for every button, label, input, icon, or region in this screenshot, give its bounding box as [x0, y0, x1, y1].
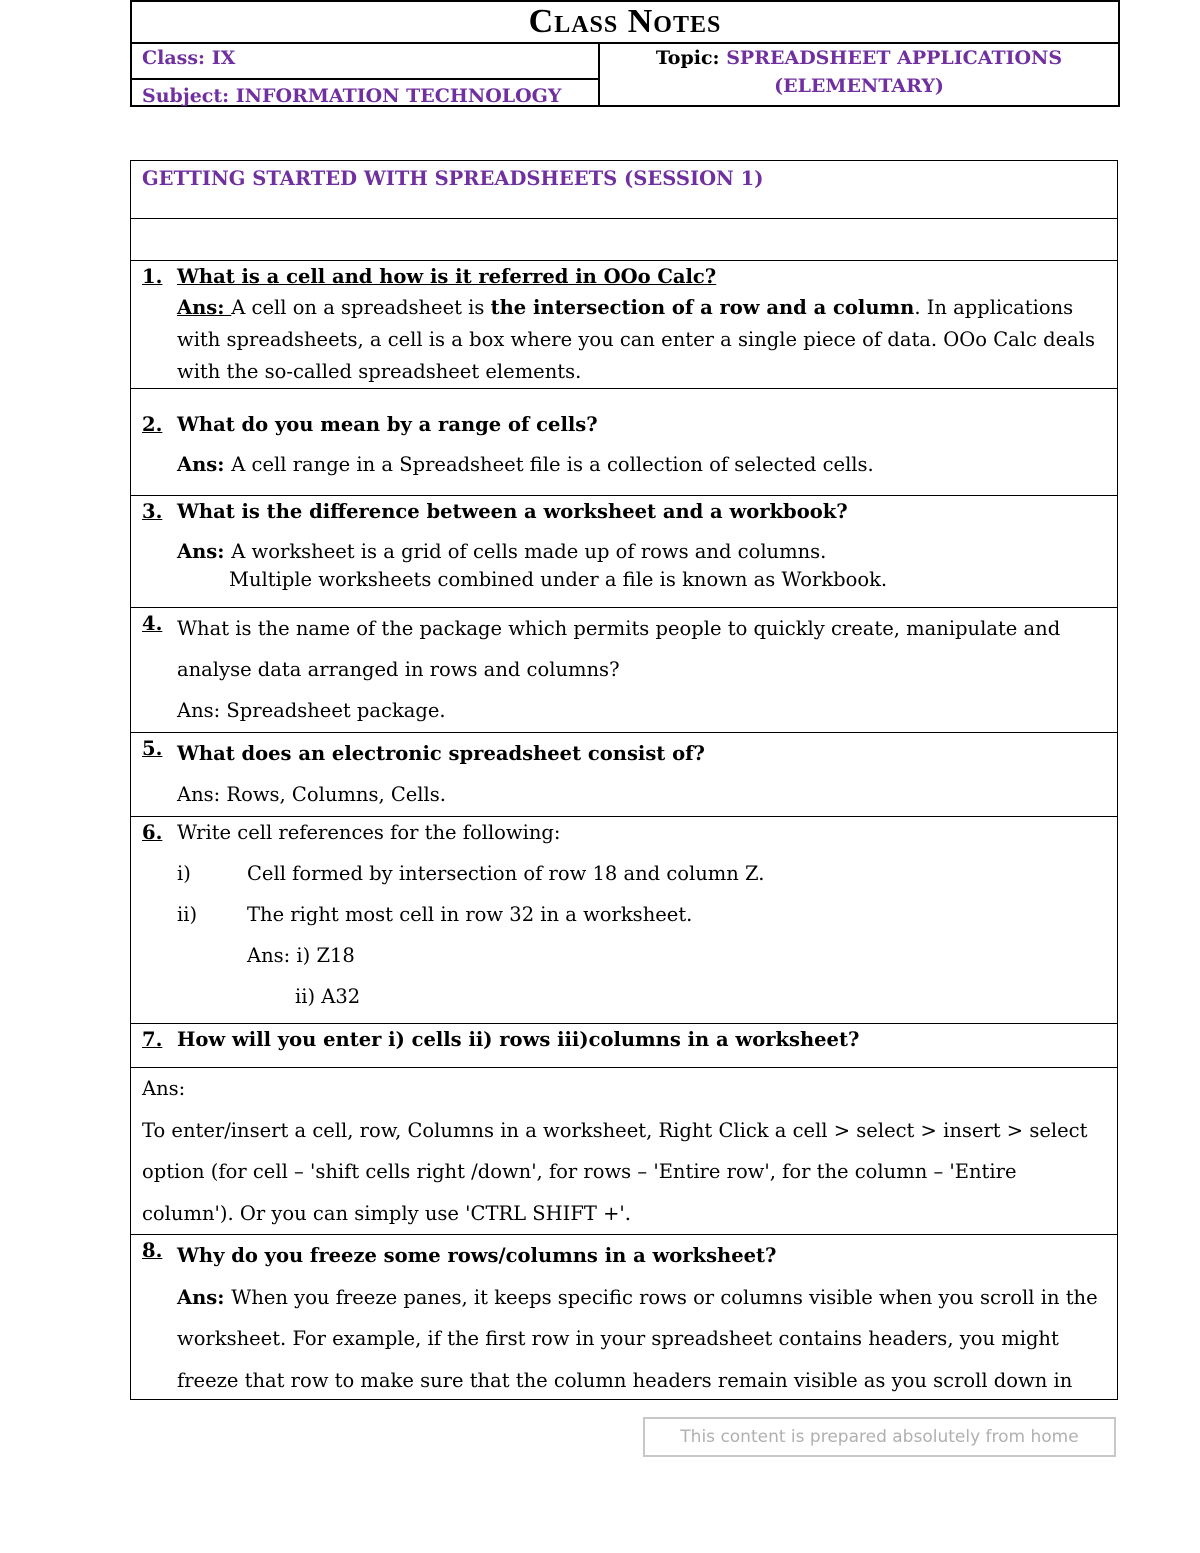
question-number: 5.	[142, 737, 163, 760]
answer-text: column'). Or you can simply use 'CTRL SHIFT +'.	[142, 1201, 631, 1225]
subject-value: INFORMATION TECHNOLOGY	[235, 85, 562, 107]
answer-line	[177, 1277, 1107, 1319]
question-text: What do you mean by a range of cells?	[177, 413, 598, 436]
question-row-3	[131, 495, 1117, 608]
subject-field	[132, 80, 600, 107]
class-field	[132, 42, 600, 80]
empty-row	[131, 218, 1117, 261]
answer-text: To enter/insert a cell, row, Columns in a worksheet, Right Click a cell > select > insert > select	[142, 1118, 1088, 1142]
answer-emphasis: the intersection of a row and a column	[490, 296, 915, 319]
question-number: 8.	[142, 1239, 163, 1262]
answer-text: with the so-called spreadsheet elements.	[177, 360, 582, 383]
answer-label: Ans:	[177, 1285, 232, 1309]
sub-item-label: i)	[177, 862, 191, 885]
question-number: 4.	[142, 612, 163, 635]
answer-text: A cell range in a Spreadsheet file is a collection of selected cells.	[231, 453, 874, 476]
section-title-row	[131, 160, 1117, 219]
answer-text: . In applications	[914, 296, 1074, 319]
question-text: What is the difference between a worksheet and a workbook?	[177, 500, 848, 523]
question-row-5	[131, 732, 1117, 817]
class-value: IX	[211, 47, 236, 69]
answer-label: Ans:	[142, 1077, 186, 1100]
question-text: Why do you freeze some rows/columns in a worksheet?	[177, 1244, 777, 1267]
question-row-6	[131, 816, 1117, 1024]
question-row-1	[131, 260, 1117, 389]
question-number: 7.	[142, 1028, 163, 1051]
question-line: analyse data arranged in rows and columns?	[177, 658, 620, 681]
footer-note: This content is prepared absolutely from home	[643, 1417, 1116, 1457]
topic-value-line2: (ELEMENTARY)	[774, 75, 944, 97]
question-text: What is a cell and how is it referred in OOo Calc?	[177, 265, 717, 288]
page-title: Class Notes	[132, 2, 1118, 44]
topic-label: Topic:	[655, 47, 727, 69]
topic-value-line1: SPREADSHEET APPLICATIONS	[726, 47, 1063, 69]
answer-text: Ans: Spreadsheet package.	[177, 699, 446, 722]
question-text: How will you enter i) cells ii) rows iii)columns in a worksheet?	[177, 1028, 860, 1051]
answer-block	[142, 1068, 1107, 1234]
answer-text: Multiple worksheets combined under a file is known as Workbook.	[229, 568, 888, 591]
topic-field	[600, 42, 1118, 105]
sub-item-text: The right most cell in row 32 in a worksheet.	[247, 903, 693, 926]
question-row-8	[131, 1234, 1117, 1400]
question-number: 6.	[142, 821, 163, 844]
subject-label: Subject:	[142, 85, 236, 107]
section-title: GETTING STARTED WITH SPREADSHEETS (SESSION 1)	[142, 167, 764, 190]
question-block	[177, 1235, 1107, 1401]
sub-item-text: Cell formed by intersection of row 18 and column Z.	[247, 862, 765, 885]
answer-text: worksheet. For example, if the first row in your spreadsheet contains headers, you might	[177, 1327, 1059, 1350]
sub-item-label: ii)	[177, 903, 198, 926]
question-number: 3.	[142, 500, 163, 523]
question-text: Write cell references for the following:	[177, 821, 561, 844]
answer-block	[177, 538, 1103, 594]
answer-label: Ans:	[177, 540, 232, 563]
answer-text: Ans: Rows, Columns, Cells.	[177, 783, 446, 806]
question-block	[177, 733, 1107, 815]
answer-text: ii) A32	[295, 985, 361, 1008]
notes-table	[130, 160, 1118, 1400]
question-row-2	[131, 388, 1117, 496]
answer-label: Ans:	[177, 453, 232, 476]
answer-text: A worksheet is a grid of cells made up of rows and columns.	[231, 540, 827, 563]
answer-label: Ans:	[177, 296, 232, 319]
answer-block	[177, 449, 1103, 481]
answer-text: option (for cell – 'shift cells right /down', for rows – 'Entire row', for the column – 'Entire	[142, 1160, 1017, 1183]
answer-text: freeze that row to make sure that the column headers remain visible as you scroll down in	[177, 1368, 1073, 1392]
answer-text: When you freeze panes, it keeps specific rows or columns visible when you scroll in the	[231, 1285, 1098, 1309]
answer-text: with spreadsheets, a cell is a box where you can enter a single piece of data. OOo Calc deals	[177, 328, 1096, 351]
question-row-4	[131, 607, 1117, 733]
class-label: Class:	[142, 47, 212, 69]
answer-row-7	[131, 1067, 1117, 1235]
question-text	[177, 608, 1107, 731]
question-line: What is the name of the package which permits people to quickly create, manipulate and	[177, 617, 1061, 640]
answer-block	[177, 292, 1103, 388]
question-row-7	[131, 1023, 1117, 1068]
answer-text: A cell on a spreadsheet is	[231, 296, 491, 319]
class-notes-header	[130, 0, 1120, 107]
question-number: 1.	[142, 265, 163, 288]
answer-text: Ans: i) Z18	[247, 944, 355, 967]
question-number: 2.	[142, 413, 163, 436]
question-text: What does an electronic spreadsheet consist of?	[177, 742, 705, 765]
